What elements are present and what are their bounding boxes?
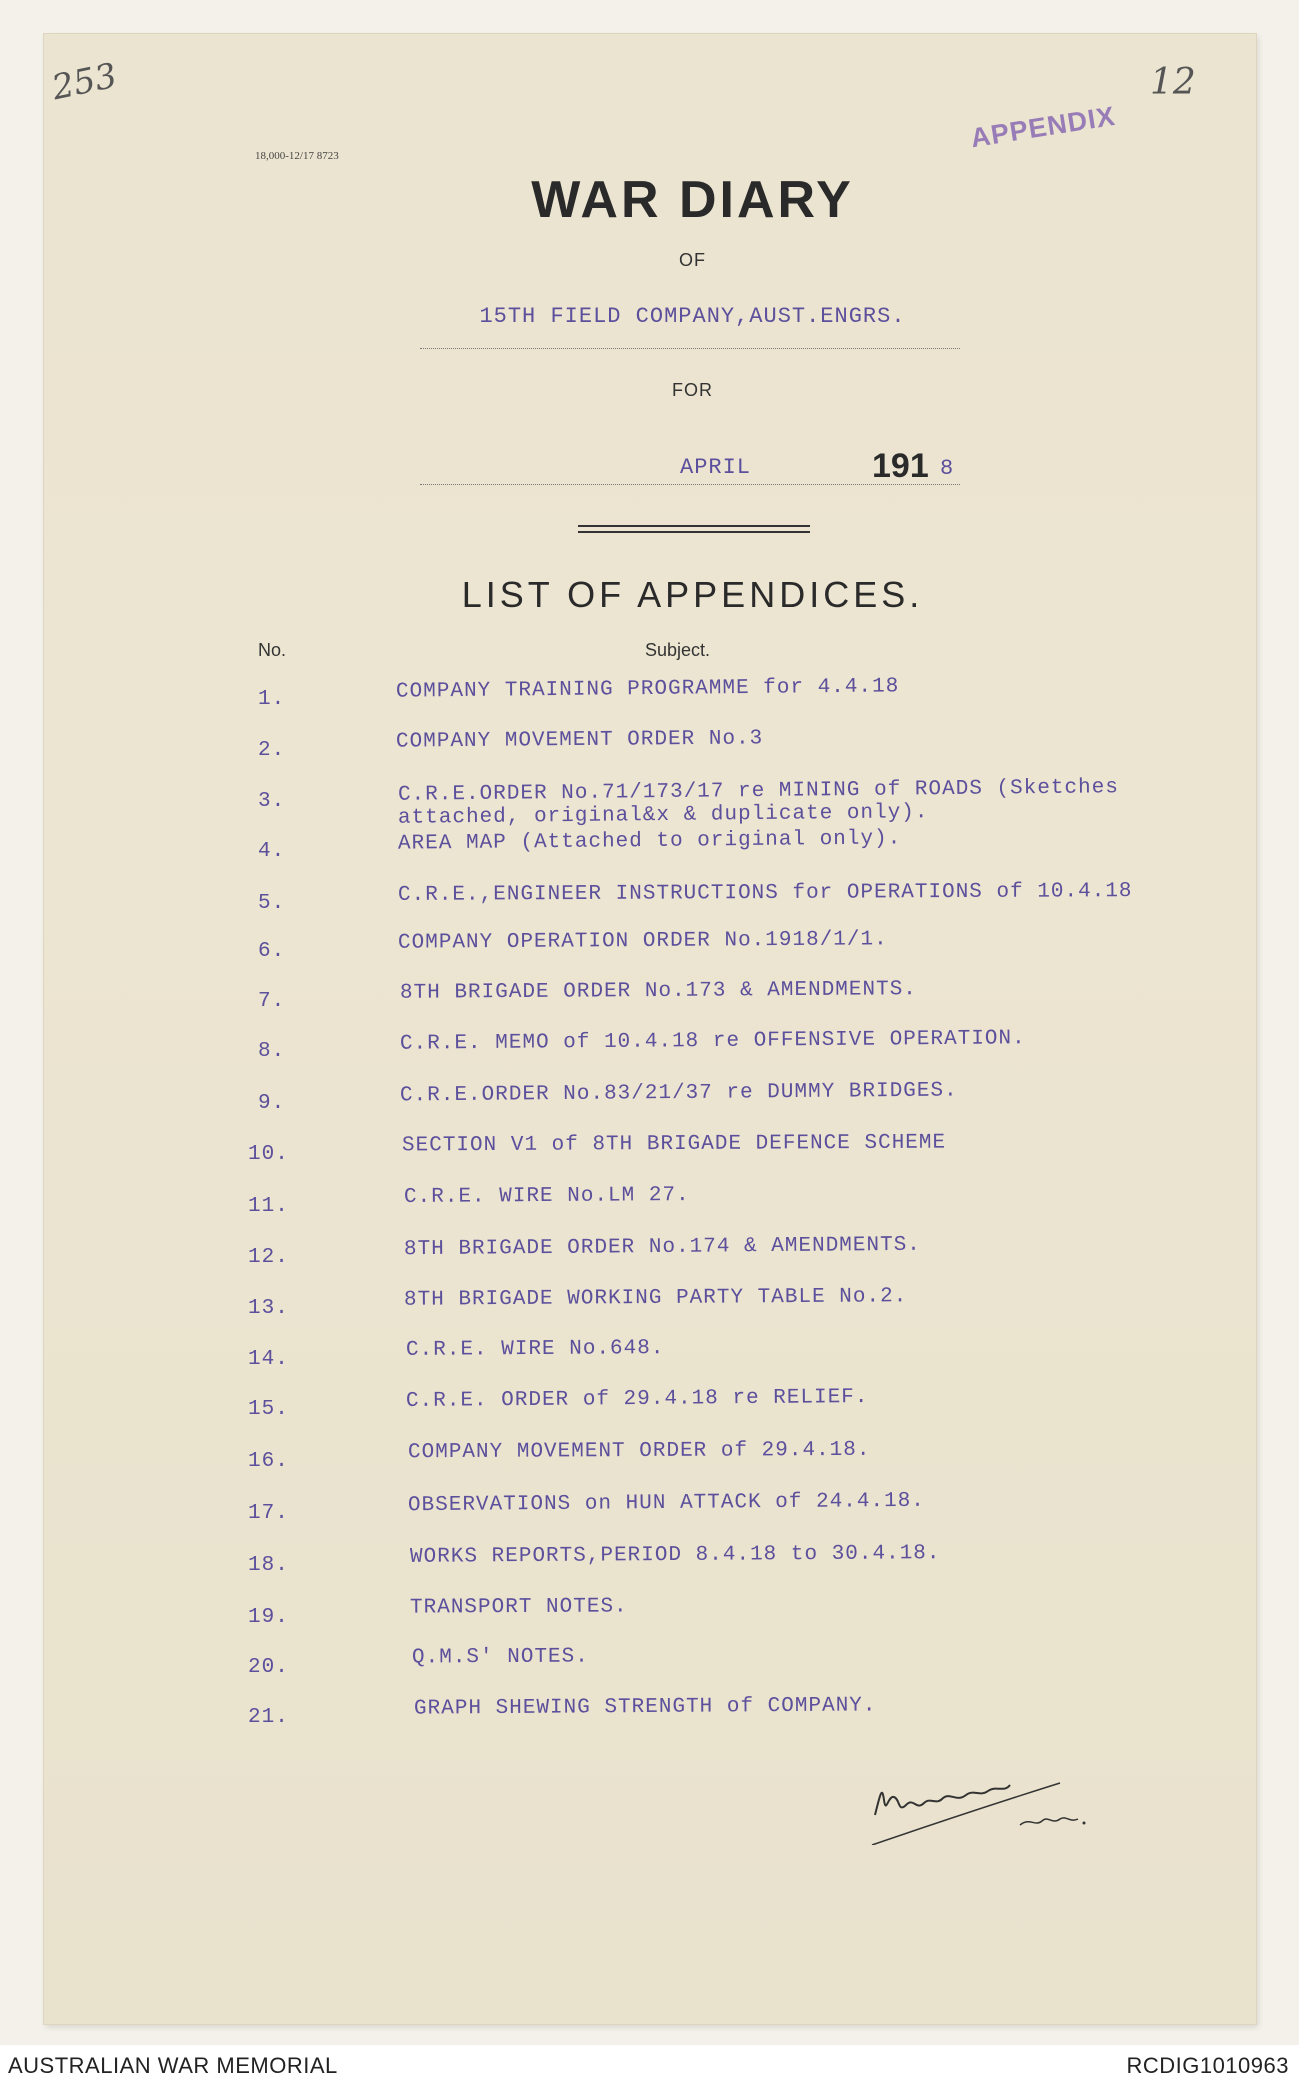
appendix-subject: COMPANY MOVEMENT ORDER of 29.4.18. [407,1438,871,1465]
page-number: 12 [1150,62,1196,103]
appendix-subject: TRANSPORT NOTES. [409,1595,628,1620]
appendix-subject: AREA MAP (Attached to original only). [397,827,902,856]
appendix-number: 8. [258,1040,286,1063]
appendix-number: 16. [248,1450,289,1473]
unit-name: 15TH FIELD COMPANY,AUST.ENGRS. [479,304,906,329]
appendix-subject: C.R.E.,ENGINEER INSTRUCTIONS for OPERATIONS of 10.4.18 [397,880,1133,907]
appendix-number: 18. [248,1554,289,1577]
appendix-subject: 8TH BRIGADE ORDER No.173 & AMENDMENTS. [399,978,917,1005]
appendix-stamp: APPENDIX [968,100,1118,154]
footer [0,2045,1299,2082]
appendix-subject: 8TH BRIGADE ORDER No.174 & AMENDMENTS. [403,1233,921,1262]
month: APRIL [680,455,752,480]
folio-number: 253 [48,55,121,109]
appendix-number: 14. [248,1348,289,1371]
appendix-number: 3. [258,790,286,813]
unit-dotted-line [420,348,960,349]
appendix-subject: C.R.E. WIRE No.648. [405,1337,665,1362]
appendix-subject: SECTION V1 of 8TH BRIGADE DEFENCE SCHEME [401,1131,947,1158]
appendix-subject: COMPANY MOVEMENT ORDER No.3 [395,727,764,754]
print-code: 18,000-12/17 8723 [255,150,339,162]
double-rule-bottom [578,531,810,533]
appendix-number: 15. [248,1398,289,1421]
no-column-header: No. [258,640,287,660]
for-label: FOR [672,380,713,400]
year-typed: 8 [940,456,955,481]
appendix-number: 13. [248,1297,289,1320]
month-dotted-line [420,484,960,485]
appendix-subject: COMPANY TRAINING PROGRAMME for 4.4.18 [395,675,900,704]
footer-institution: AUSTRALIAN WAR MEMORIAL [8,2053,338,2078]
appendix-subject: 8TH BRIGADE WORKING PARTY TABLE No.2. [403,1285,908,1312]
appendix-subject: COMPANY OPERATION ORDER No.1918/1/1. [397,928,888,955]
appendix-number: 19. [248,1606,289,1629]
appendix-subject: OBSERVATIONS on HUN ATTACK of 24.4.18. [407,1489,925,1518]
appendix-subject: C.R.E.ORDER No.71/173/17 re MINING of ROADS (Sketches [397,776,1120,807]
appendix-number: 2. [258,739,286,762]
appendix-number: 5. [258,892,286,915]
appendix-number: 12. [248,1246,289,1269]
list-title: LIST OF APPENDICES. [461,574,924,615]
appendix-number: 1. [258,688,286,711]
double-rule-top [578,525,810,527]
appendix-number: 10. [248,1143,289,1166]
footer-reference: RCDIG1010963 [1126,2053,1289,2078]
of-label: OF [679,250,706,270]
appendix-subject: WORKS REPORTS,PERIOD 8.4.18 to 30.4.18. [409,1542,941,1569]
signature [870,1755,1130,1845]
appendix-subject: Q.M.S' NOTES. [411,1645,589,1670]
appendix-subject: C.R.E. ORDER of 29.4.18 re RELIEF. [405,1385,869,1414]
year-printed: 191 [872,447,929,485]
appendix-subject: C.R.E. WIRE No.LM 27. [403,1184,690,1209]
document-page [44,34,1256,2024]
appendix-number: 20. [248,1656,289,1679]
appendix-number: 21. [248,1706,289,1729]
appendix-subject: C.R.E.ORDER No.83/21/37 re DUMMY BRIDGES. [399,1079,958,1108]
page-title: WAR DIARY [531,171,854,229]
appendix-number: 7. [258,990,286,1013]
appendix-subject-continuation: attached, original&x & duplicate only). [397,801,929,830]
subject-column-header: Subject. [645,640,711,660]
appendix-subject: GRAPH SHEWING STRENGTH of COMPANY. [413,1694,877,1721]
appendix-number: 11. [248,1195,289,1218]
appendix-number: 6. [258,940,286,963]
appendix-number: 17. [248,1502,289,1525]
appendix-number: 4. [258,840,286,863]
appendix-subject: C.R.E. MEMO of 10.4.18 re OFFENSIVE OPERATION. [399,1027,1026,1056]
appendix-number: 9. [258,1092,286,1115]
